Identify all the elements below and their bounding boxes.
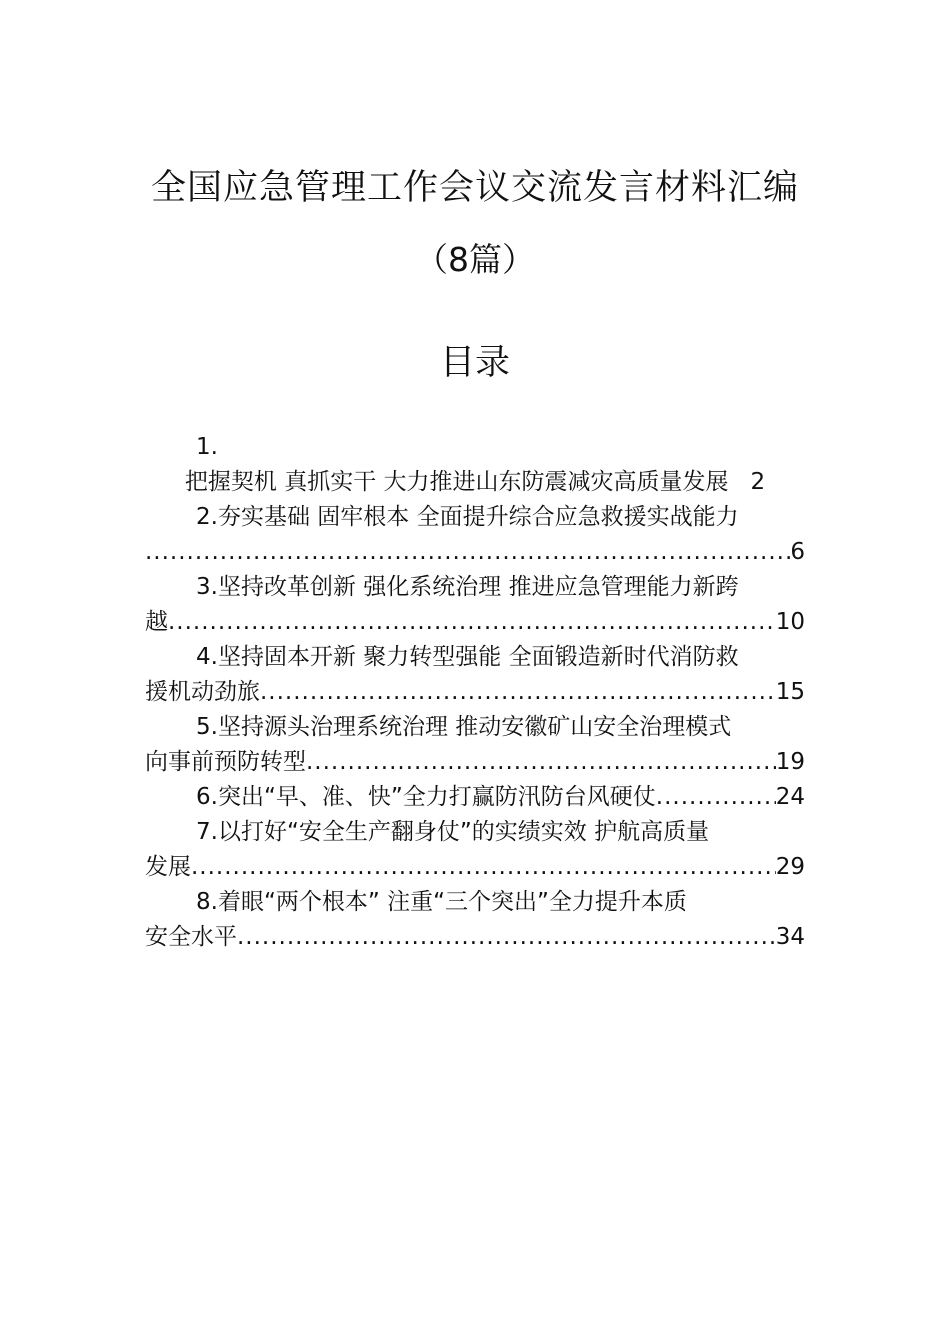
dot-leader: [260, 675, 776, 710]
toc-item-1-number: 1.: [196, 434, 218, 460]
toc-item-5-leader-row: [145, 745, 805, 780]
toc-item-3-page: 10: [775, 609, 805, 635]
dot-leader: [168, 605, 776, 640]
toc-item-2-page: 6: [790, 539, 805, 565]
dot-leader: [237, 920, 776, 955]
dot-leader: [191, 850, 776, 885]
dot-leader: [145, 535, 790, 570]
toc-item-6-leader-row: [145, 780, 805, 815]
toc-item-8-page: 34: [775, 924, 805, 950]
toc-item-5-page: 19: [775, 749, 805, 775]
table-of-contents: [145, 430, 805, 955]
toc-item-2-leader-row: [145, 535, 805, 570]
toc-item-8-leader-row: [145, 920, 805, 955]
toc-item-5-title-line1: 5.坚持源头治理系统治理 推动安徽矿山安全治理模式: [196, 714, 732, 740]
toc-item-4-leader-row: [145, 675, 805, 710]
toc-item-4-title-line1: 4.坚持固本开新 聚力转型强能 全面锻造新时代消防救: [196, 644, 739, 670]
toc-item-3-title-line1: 3.坚持改革创新 强化系统治理 推进应急管理能力新跨: [196, 574, 739, 600]
toc-item-1-title: 把握契机 真抓实干 大力推进山东防震减灾高质量发展: [184, 469, 729, 495]
toc-item-7-leader-row: [145, 850, 805, 885]
toc-item-4-page: 15: [775, 679, 805, 705]
toc-item-6-title: 6.突出“早、准、快”全力打赢防汛防台风硬仗: [196, 784, 656, 810]
toc-item-2-title: 2.夯实基础 固牢根本 全面提升综合应急救援实战能力: [196, 504, 739, 530]
toc-item-3-leader-row: [145, 605, 805, 640]
document-subtitle: （8篇）: [415, 240, 535, 279]
toc-item-8-title-line2: 安全水平: [145, 924, 237, 950]
toc-item-7-title-line2: 发展: [145, 854, 191, 880]
toc-item-5-title-line2: 向事前预防转型: [145, 749, 306, 775]
toc-item-3-title-line2: 越: [145, 609, 168, 635]
toc-item-6-page: 24: [775, 784, 805, 810]
dot-leader: [656, 780, 776, 815]
toc-heading: 目录: [439, 343, 510, 383]
dot-leader: [306, 745, 776, 780]
toc-item-7-page: 29: [775, 854, 805, 880]
document-title: 全国应急管理工作会议交流发言材料汇编: [150, 168, 799, 208]
toc-item-4-title-line2: 援机动劲旅: [145, 679, 260, 705]
toc-item-1-page: 2: [750, 469, 766, 495]
toc-item-1: [145, 465, 805, 500]
toc-item-8-title-line1: 8.着眼“两个根本” 注重“三个突出”全力提升本质: [196, 889, 687, 915]
toc-item-7-title-line1: 7.以打好“安全生产翻身仗”的实绩实效 护航高质量: [196, 819, 710, 845]
